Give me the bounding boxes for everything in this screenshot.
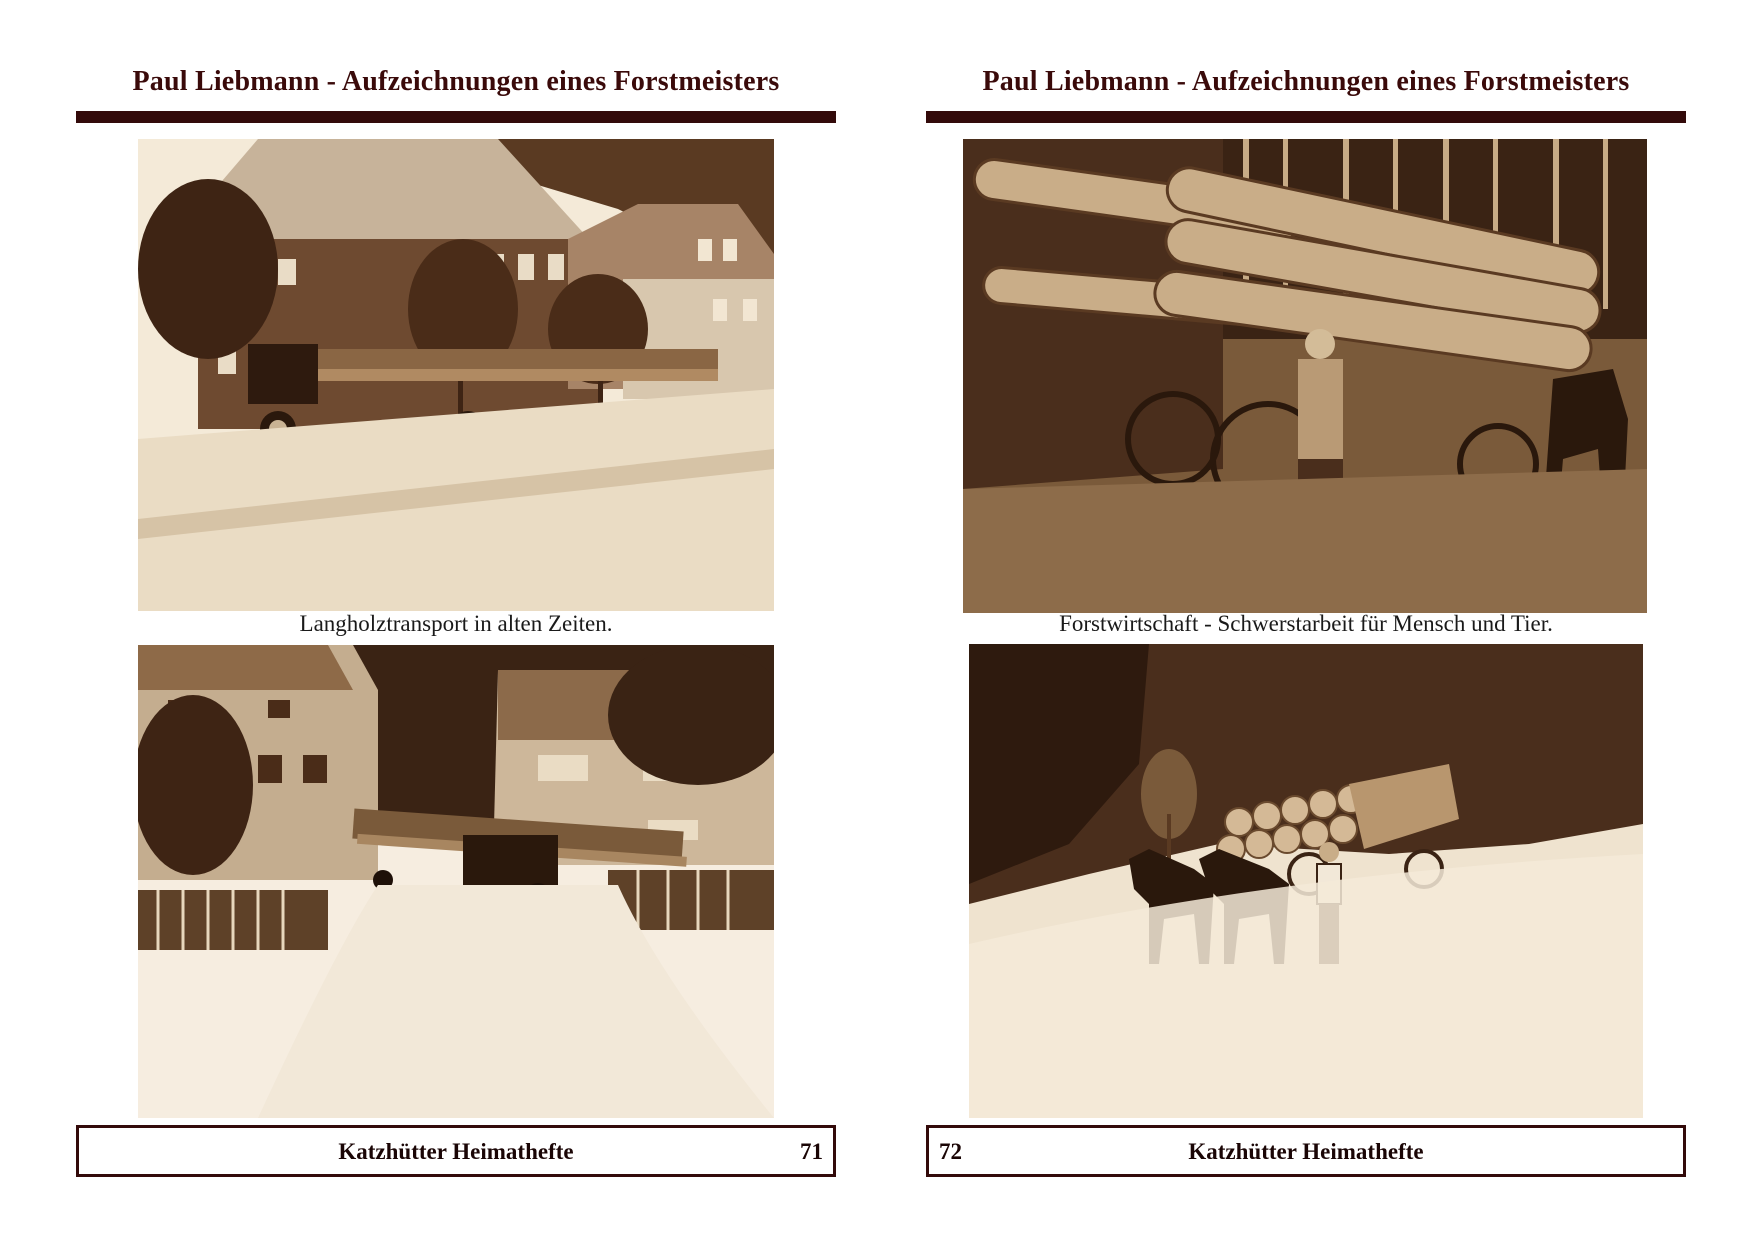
photo-log-truck-street	[138, 139, 774, 611]
photo-horse-log-cart	[969, 644, 1643, 1118]
page-number: 72	[939, 1139, 962, 1164]
footer-title: Katzhütter Heimathefte	[1188, 1139, 1424, 1164]
page-header-title: Paul Liebmann - Aufzeichnungen eines Forstmeisters	[132, 66, 780, 97]
photo-caption: Forstwirtschaft - Schwerstarbeit für Mensch und Tier.	[1059, 611, 1553, 636]
header-rule	[76, 111, 836, 123]
page-footer	[76, 1125, 836, 1177]
photo-log-truck-corner	[138, 645, 774, 1118]
right-page	[926, 0, 1686, 1240]
left-page	[76, 0, 836, 1240]
photo-caption: Langholztransport in alten Zeiten.	[299, 611, 613, 636]
page-footer	[926, 1125, 1686, 1177]
header-rule	[926, 111, 1686, 123]
photo-log-wagon-forest	[963, 139, 1647, 613]
page-header-title: Paul Liebmann - Aufzeichnungen eines Forstmeisters	[982, 66, 1630, 97]
page-number: 71	[800, 1139, 823, 1164]
footer-title: Katzhütter Heimathefte	[338, 1139, 574, 1164]
